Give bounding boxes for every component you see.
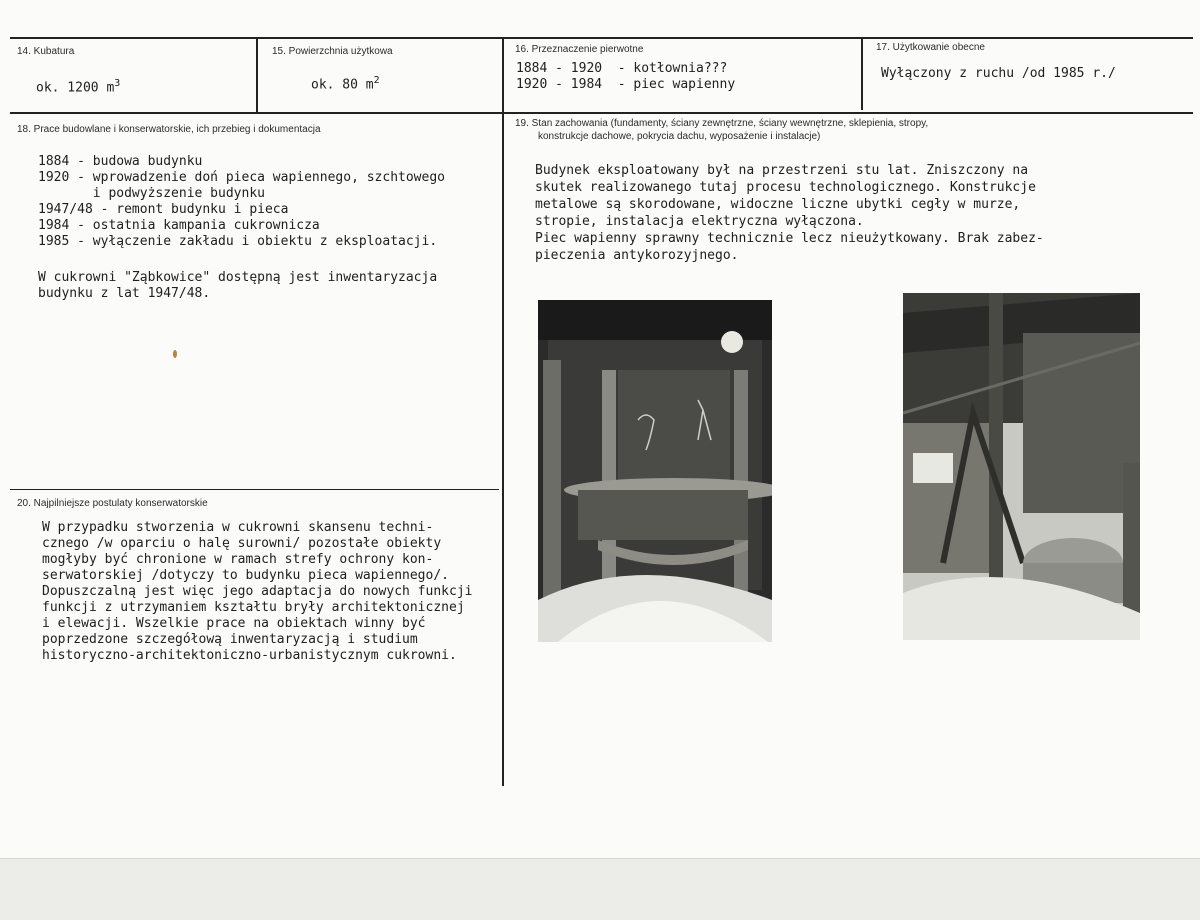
postulaty-line: mogłyby być chronione w ramach strefy ochrony kon- xyxy=(42,552,434,567)
photo-lime-kiln xyxy=(538,300,772,642)
prace-line: 1884 - budowa budynku xyxy=(38,154,203,169)
prace-note-line: budynku z lat 1947/48. xyxy=(38,286,211,301)
postulaty-line: cznego /w oparciu o halę surowni/ pozostałe obiekty xyxy=(42,536,442,551)
prace-line: 1947/48 - remont budynku i pieca xyxy=(38,202,289,217)
przeznaczenie-lines xyxy=(516,61,735,93)
prace-line: 1920 - wprowadzenie doń pieca wapiennego, szchtowego xyxy=(38,170,445,185)
przeznaczenie-label: 16. Przeznaczenie pierwotne xyxy=(515,44,644,55)
top-rule xyxy=(10,37,1193,39)
main-vertical-divider xyxy=(502,114,504,786)
postulaty-line: i elewacji. Wszelkie prace na obiektach winny być xyxy=(42,616,426,631)
stan-line: stropie, instalacja elektryczna wyłączona. xyxy=(535,214,864,229)
uzytkowanie-label: 17. Użytkowanie obecne xyxy=(876,42,985,53)
postulaty-line: historyczno-architektoniczno-urbanistycznym cukrowni. xyxy=(42,648,457,663)
prace-lines xyxy=(38,154,445,250)
prace-line: 1985 - wyłączenie zakładu i obiektu z eksploatacji. xyxy=(38,234,438,249)
przeznaczenie-line: 1920 - 1984 - piec wapienny xyxy=(516,77,736,92)
przeznaczenie-line: 1884 - 1920 - kotłownia??? xyxy=(516,61,728,76)
postulaty-line: poprzedzone szczegółową inwentaryzacją i studium xyxy=(42,632,418,647)
postulaty-lines xyxy=(42,520,472,664)
prace-label: 18. Prace budowlane i konserwatorskie, ich przebieg i dokumentacja xyxy=(17,124,321,135)
stan-line: Piec wapienny sprawny technicznie lecz nieużytkowany. Brak zabez- xyxy=(535,231,1044,246)
postulaty-line: serwatorskiej /dotyczy to budynku pieca wapiennego/. xyxy=(42,568,449,583)
stan-line: Budynek eksploatowany był na przestrzeni stu lat. Zniszczony na xyxy=(535,163,1029,178)
divider-15-16 xyxy=(502,38,504,114)
powierzchnia-value: ok. 80 $m^2$ xyxy=(311,75,380,93)
divider-14-15 xyxy=(256,38,258,114)
postulaty-line: funkcji z utrzymaniem kształtu bryły architektonicznej xyxy=(42,600,465,615)
prace-note xyxy=(38,270,437,302)
postulaty-line: Dopuszczalną jest więc jego adaptacja do nowych funkcji xyxy=(42,584,473,599)
photo-interior xyxy=(903,293,1140,640)
stan-label-2: konstrukcje dachowe, pokrycia dachu, wyposażenie i instalacje) xyxy=(538,131,821,142)
kubatura-label: 14. Kubatura xyxy=(17,46,75,57)
uzytkowanie-value: Wyłączony z ruchu /od 1985 r./ xyxy=(881,66,1116,81)
stan-line: pieczenia antykorozyjnego. xyxy=(535,248,739,263)
stan-label-1: 19. Stan zachowania (fundamenty, ściany zewnętrzne, ściany wewnętrzne, sklepienia, stropy, xyxy=(515,118,929,129)
prace-note-line: W cukrowni "Ząbkowice" dostępną jest inwentaryzacja xyxy=(38,270,438,285)
prace-line: i podwyższenie budynku xyxy=(38,186,265,201)
left-section-rule xyxy=(10,489,499,490)
kubatura-value: ok. 1200 $m^3$ xyxy=(36,78,121,96)
header-bottom-rule xyxy=(10,112,1193,114)
postulaty-label: 20. Najpilniejsze postulaty konserwatorskie xyxy=(17,498,208,509)
stan-lines xyxy=(535,162,1044,264)
scan-bottom-edge xyxy=(0,858,1200,920)
ink-spot xyxy=(173,350,177,358)
prace-line: 1984 - ostatnia kampania cukrownicza xyxy=(38,218,320,233)
powierzchnia-label: 15. Powierzchnia użytkowa xyxy=(272,46,393,57)
stan-line: skutek realizowanego tutaj procesu technologicznego. Konstrukcje xyxy=(535,180,1036,195)
stan-line: metalowe są skorodowane, widoczne liczne ubytki cegły w murze, xyxy=(535,197,1021,212)
postulaty-line: W przypadku stworzenia w cukrowni skansenu techni- xyxy=(42,520,434,535)
divider-16-17 xyxy=(861,38,863,110)
